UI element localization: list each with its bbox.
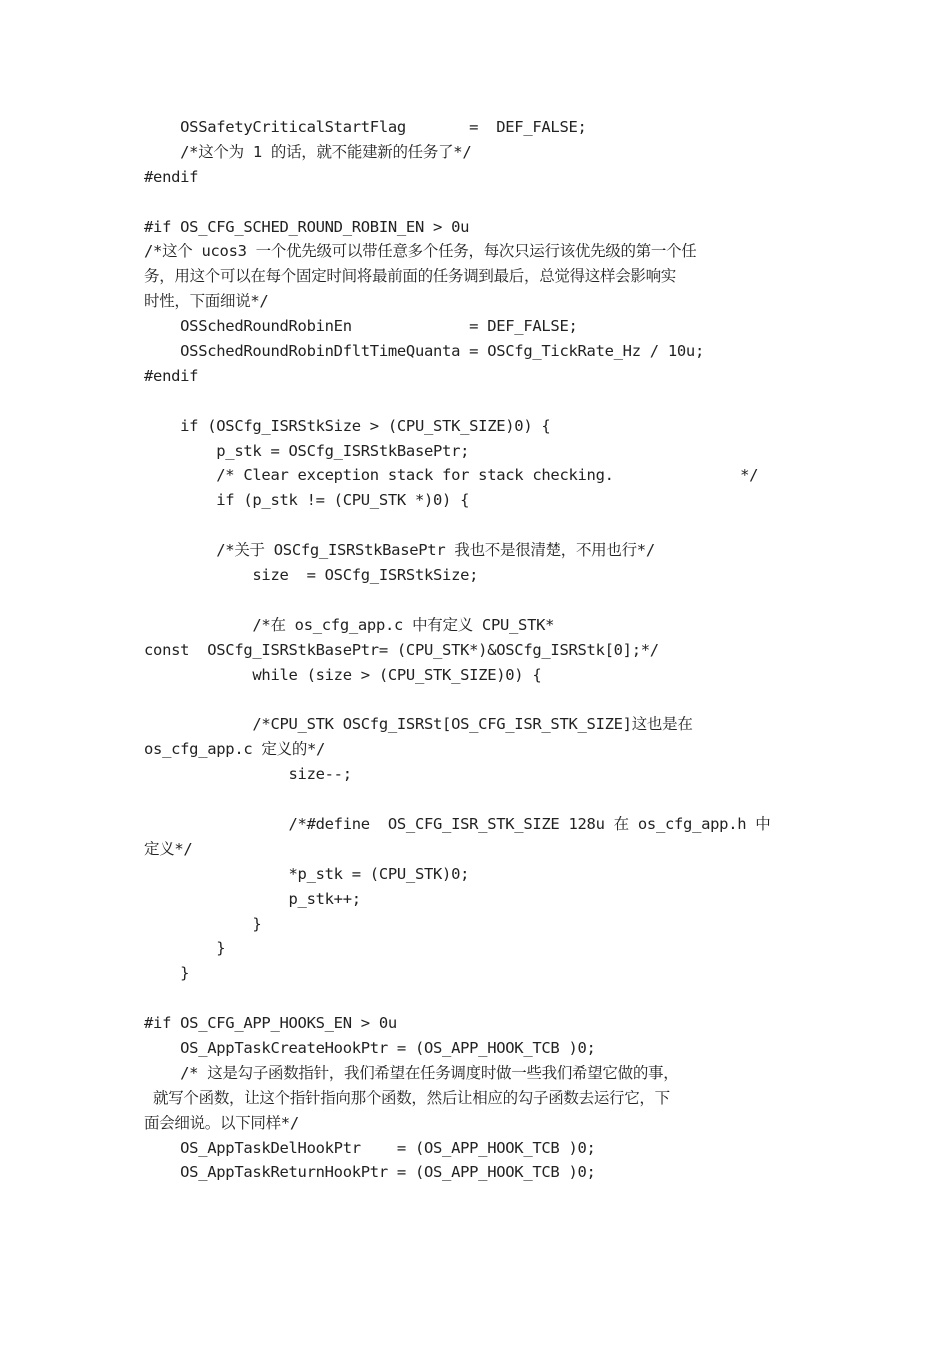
code-line: }: [144, 939, 226, 958]
code-line: 时性，下面细说*/: [144, 292, 269, 311]
code-line: *p_stk = (CPU_STK)0;: [144, 864, 470, 883]
code-line: if (p_stk != (CPU_STK *)0) {: [144, 491, 470, 510]
code-line: size = OSCfg_ISRStkSize;: [144, 566, 479, 585]
code-line: [144, 986, 814, 1011]
code-line: OSSchedRoundRobinEn = DEF_FALSE;: [144, 317, 578, 336]
code-line: p_stk = OSCfg_ISRStkBasePtr;: [144, 441, 470, 460]
code-line: const OSCfg_ISRStkBasePtr= (CPU_STK*)&OSCfg_ISRStk[0];*/: [144, 640, 659, 659]
code-line: OS_AppTaskReturnHookPtr = (OS_APP_HOOK_TCB )0;: [144, 1163, 596, 1182]
code-line: OS_AppTaskDelHookPtr = (OS_APP_HOOK_TCB )0;: [144, 1138, 596, 1157]
code-line: /*#define OS_CFG_ISR_STK_SIZE 128u 在 os_cfg_app.h 中: [144, 814, 771, 833]
code-line: #endif: [144, 167, 199, 186]
code-line: /*关于 OSCfg_ISRStkBasePtr 我也不是很清楚，不用也行*/: [144, 541, 655, 560]
code-line: /* Clear exception stack for stack checking. */: [144, 466, 759, 485]
code-line: size--;: [144, 765, 352, 784]
code-line: while (size > (CPU_STK_SIZE)0) {: [144, 665, 542, 684]
code-line: /*这个为 1 的话，就不能建新的任务了*/: [144, 142, 472, 161]
code-line: OSSafetyCriticalStartFlag = DEF_FALSE;: [144, 118, 587, 136]
code-listing: [144, 115, 814, 1185]
code-line: #endif: [144, 366, 199, 385]
code-line: [144, 687, 814, 712]
code-line: if (OSCfg_ISRStkSize > (CPU_STK_SIZE)0) {: [144, 416, 551, 435]
code-line: [144, 389, 814, 414]
code-line: [144, 190, 814, 215]
code-line: p_stk++;: [144, 889, 361, 908]
code-line: [144, 513, 814, 538]
code-line: #if OS_CFG_SCHED_ROUND_ROBIN_EN > 0u: [144, 217, 470, 236]
code-line: /*CPU_STK OSCfg_ISRSt[OS_CFG_ISR_STK_SIZE]这也是在: [144, 715, 693, 734]
code-line: OSSchedRoundRobinDfltTimeQuanta = OSCfg_TickRate_Hz / 10u;: [144, 342, 704, 361]
code-line: 面会细说。以下同样*/: [144, 1113, 299, 1132]
code-line: /* 这是勾子函数指针，我们希望在任务调度时做一些我们希望它做的事，: [144, 1063, 679, 1082]
code-line: 务，用这个可以在每个固定时间将最前面的任务调到最后，总觉得这样会影响实: [144, 267, 677, 286]
code-line: [144, 588, 814, 613]
code-line: os_cfg_app.c 定义的*/: [144, 740, 326, 759]
code-line: /*这个 ucos3 一个优先级可以带任意多个任务，每次只运行该优先级的第一个任: [144, 242, 697, 261]
code-line: }: [144, 964, 190, 983]
code-line: 就写个函数，让这个指针指向那个函数，然后让相应的勾子函数去运行它，下: [144, 1088, 670, 1107]
code-line: /*在 os_cfg_app.c 中有定义 CPU_STK*: [144, 615, 555, 634]
code-line: [144, 787, 814, 812]
code-line: #if OS_CFG_APP_HOOKS_EN > 0u: [144, 1014, 397, 1033]
code-line: }: [144, 914, 262, 933]
code-line: 定义*/: [144, 839, 193, 858]
code-line: OS_AppTaskCreateHookPtr = (OS_APP_HOOK_TCB )0;: [144, 1038, 596, 1057]
